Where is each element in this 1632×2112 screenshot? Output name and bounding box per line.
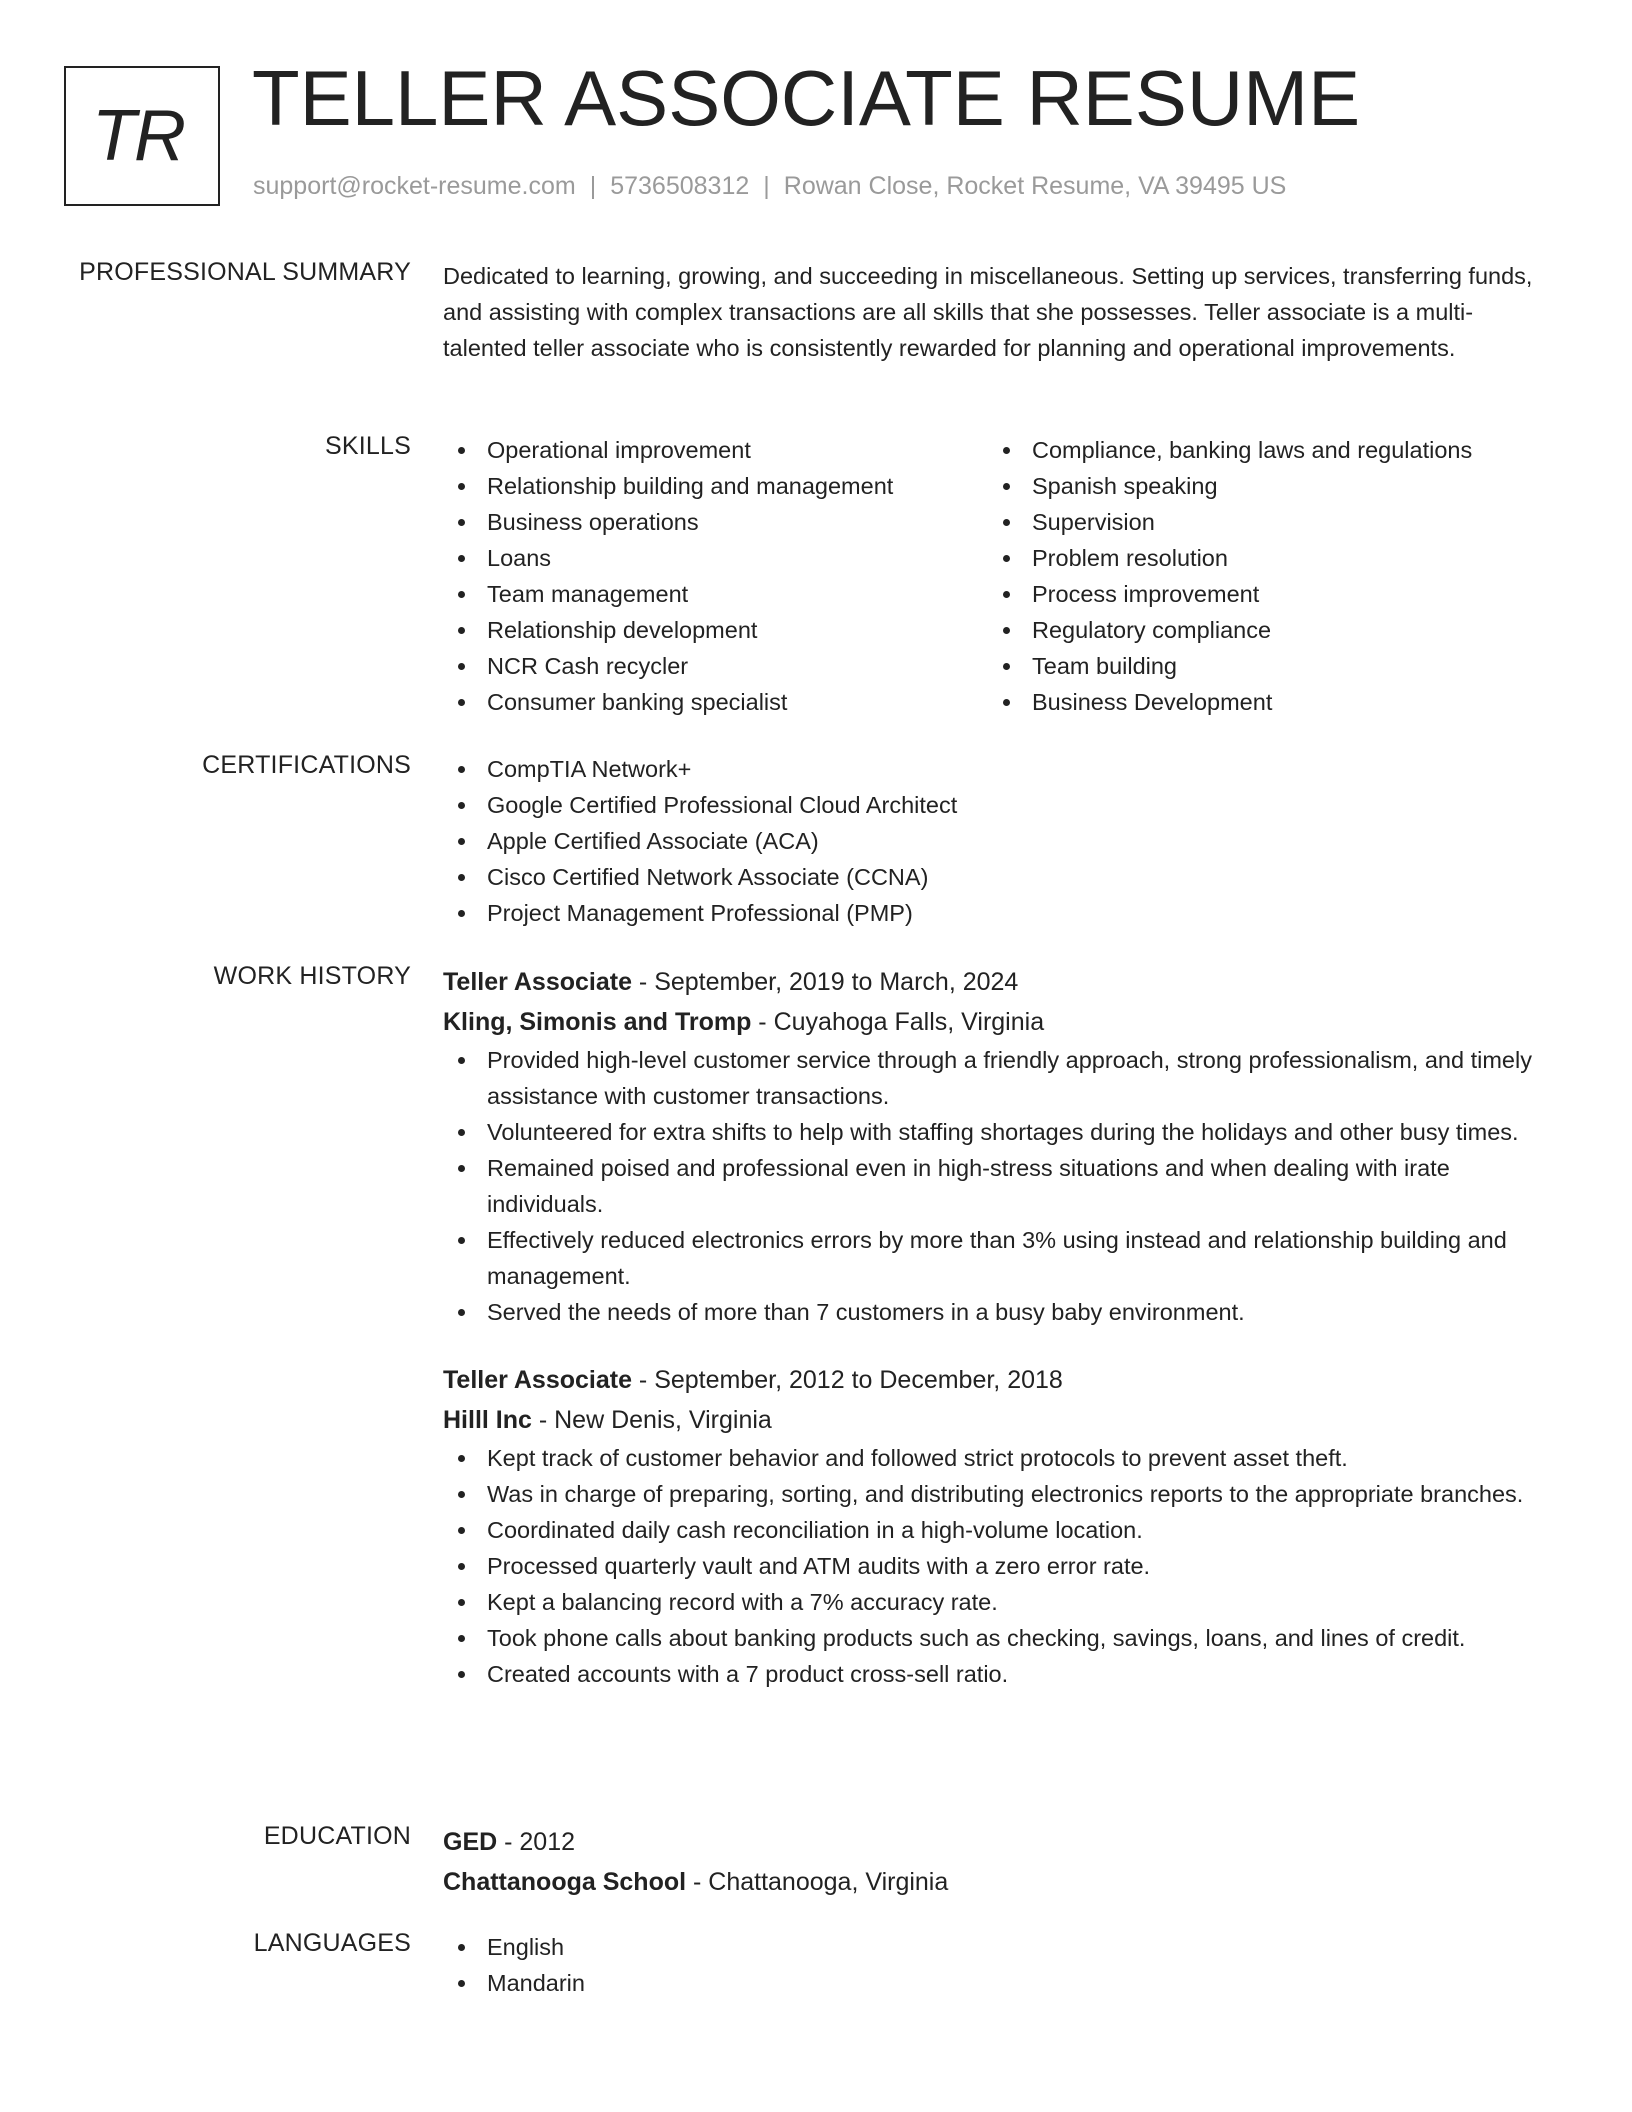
job-bullet: Provided high-level customer service through a friendly approach, strong professionalism, and timely assistance with customer transactions. bbox=[443, 1042, 1543, 1114]
job-company-line bbox=[443, 1002, 1543, 1042]
job-bullet-list bbox=[443, 1042, 1543, 1330]
skill-item: Relationship building and management bbox=[443, 468, 988, 504]
certification-item: Cisco Certified Network Associate (CCNA) bbox=[443, 859, 1543, 895]
languages-list bbox=[443, 1929, 1543, 2001]
section-label-languages: LANGUAGES bbox=[253, 1929, 411, 1957]
job-bullet: Coordinated daily cash reconciliation in a high-volume location. bbox=[443, 1512, 1543, 1548]
certification-item: Google Certified Professional Cloud Architect bbox=[443, 787, 1543, 823]
job-bullet: Took phone calls about banking products such as checking, savings, loans, and lines of credit. bbox=[443, 1620, 1543, 1656]
skill-item: Regulatory compliance bbox=[988, 612, 1533, 648]
job-dates: - September, 2019 to March, 2024 bbox=[631, 968, 1019, 996]
skill-item: Problem resolution bbox=[988, 540, 1533, 576]
contact-line bbox=[253, 172, 1286, 201]
summary-body bbox=[443, 258, 1543, 366]
certifications-list bbox=[443, 751, 1543, 931]
section-label-skills: SKILLS bbox=[325, 432, 411, 460]
job-bullet: Processed quarterly vault and ATM audits with a zero error rate. bbox=[443, 1548, 1543, 1584]
school-location: - Chattanooga, Virginia bbox=[686, 1868, 949, 1896]
contact-email: support@rocket-resume.com bbox=[253, 172, 576, 200]
job-bullet-list bbox=[443, 1440, 1543, 1692]
skill-item: Business Development bbox=[988, 684, 1533, 720]
skills-list-left bbox=[443, 432, 988, 720]
section-label-certifications: CERTIFICATIONS bbox=[202, 751, 411, 779]
education-body bbox=[443, 1822, 1543, 1902]
job-entry bbox=[443, 1360, 1543, 1692]
job-bullet: Volunteered for extra shifts to help with staffing shortages during the holidays and other busy times. bbox=[443, 1114, 1543, 1150]
job-bullet: Created accounts with a 7 product cross-sell ratio. bbox=[443, 1656, 1543, 1692]
certification-item: Project Management Professional (PMP) bbox=[443, 895, 1543, 931]
skill-item: Team building bbox=[988, 648, 1533, 684]
skills-body bbox=[443, 432, 1543, 720]
degree-year: - 2012 bbox=[497, 1828, 576, 1856]
certification-item: Apple Certified Associate (ACA) bbox=[443, 823, 1543, 859]
job-title: Teller Associate bbox=[443, 968, 632, 996]
contact-address: Rowan Close, Rocket Resume, VA 39495 US bbox=[783, 172, 1287, 200]
monogram-initials: TR bbox=[92, 96, 184, 176]
section-label-education: EDUCATION bbox=[263, 1822, 411, 1850]
job-title: Teller Associate bbox=[443, 1366, 632, 1394]
skill-item: Compliance, banking laws and regulations bbox=[988, 432, 1533, 468]
school-line bbox=[443, 1862, 1543, 1902]
job-title-line bbox=[443, 1360, 1543, 1400]
school-name: Chattanooga School bbox=[443, 1868, 687, 1896]
degree-line bbox=[443, 1822, 1543, 1862]
job-location: - New Denis, Virginia bbox=[531, 1406, 772, 1434]
degree: GED bbox=[443, 1828, 498, 1856]
contact-phone: 5736508312 bbox=[610, 172, 750, 200]
language-item: English bbox=[443, 1929, 1543, 1965]
job-bullet: Was in charge of preparing, sorting, and distributing electronics reports to the appropriate branches. bbox=[443, 1476, 1543, 1512]
skill-item: Operational improvement bbox=[443, 432, 988, 468]
job-company: Hilll Inc bbox=[443, 1406, 532, 1434]
skill-item: Team management bbox=[443, 576, 988, 612]
skill-item: Business operations bbox=[443, 504, 988, 540]
skill-item: Supervision bbox=[988, 504, 1533, 540]
job-bullet: Effectively reduced electronics errors by more than 3% using instead and relationship building and management. bbox=[443, 1222, 1543, 1294]
skill-item: Relationship development bbox=[443, 612, 988, 648]
resume-title: TELLER ASSOCIATE RESUME bbox=[252, 54, 1361, 142]
job-company: Kling, Simonis and Tromp bbox=[443, 1008, 752, 1036]
job-bullet: Kept a balancing record with a 7% accuracy rate. bbox=[443, 1584, 1543, 1620]
job-company-line bbox=[443, 1400, 1543, 1440]
summary-text: Dedicated to learning, growing, and succeeding in miscellaneous. Setting up services, transferring funds, and assisting with complex transactions are all skills that she possesses. Teller associate is a multi-talented teller associate who is consistently rewarded for planning and operational improvements. bbox=[443, 263, 1533, 361]
job-title-line bbox=[443, 962, 1543, 1002]
monogram-box bbox=[64, 66, 220, 206]
contact-separator: | bbox=[589, 172, 597, 200]
job-bullet: Kept track of customer behavior and followed strict protocols to prevent asset theft. bbox=[443, 1440, 1543, 1476]
certification-item: CompTIA Network+ bbox=[443, 751, 1543, 787]
skill-item: Loans bbox=[443, 540, 988, 576]
skill-item: NCR Cash recycler bbox=[443, 648, 988, 684]
work-history-body bbox=[443, 962, 1543, 1692]
languages-body bbox=[443, 1929, 1543, 2001]
certifications-body bbox=[443, 751, 1543, 931]
section-label-work-history: WORK HISTORY bbox=[213, 962, 411, 990]
contact-separator: | bbox=[763, 172, 770, 200]
job-dates: - September, 2012 to December, 2018 bbox=[631, 1366, 1063, 1394]
section-label-summary: PROFESSIONAL SUMMARY bbox=[79, 258, 411, 286]
skill-item: Spanish speaking bbox=[988, 468, 1533, 504]
skill-item: Consumer banking specialist bbox=[443, 684, 988, 720]
job-bullet: Served the needs of more than 7 customers in a busy baby environment. bbox=[443, 1294, 1543, 1330]
language-item: Mandarin bbox=[443, 1965, 1543, 2001]
job-location: - Cuyahoga Falls, Virginia bbox=[751, 1008, 1045, 1036]
skills-list-right bbox=[988, 432, 1533, 720]
job-entry bbox=[443, 962, 1543, 1330]
skill-item: Process improvement bbox=[988, 576, 1533, 612]
job-bullet: Remained poised and professional even in high-stress situations and when dealing with irate individuals. bbox=[443, 1150, 1543, 1222]
